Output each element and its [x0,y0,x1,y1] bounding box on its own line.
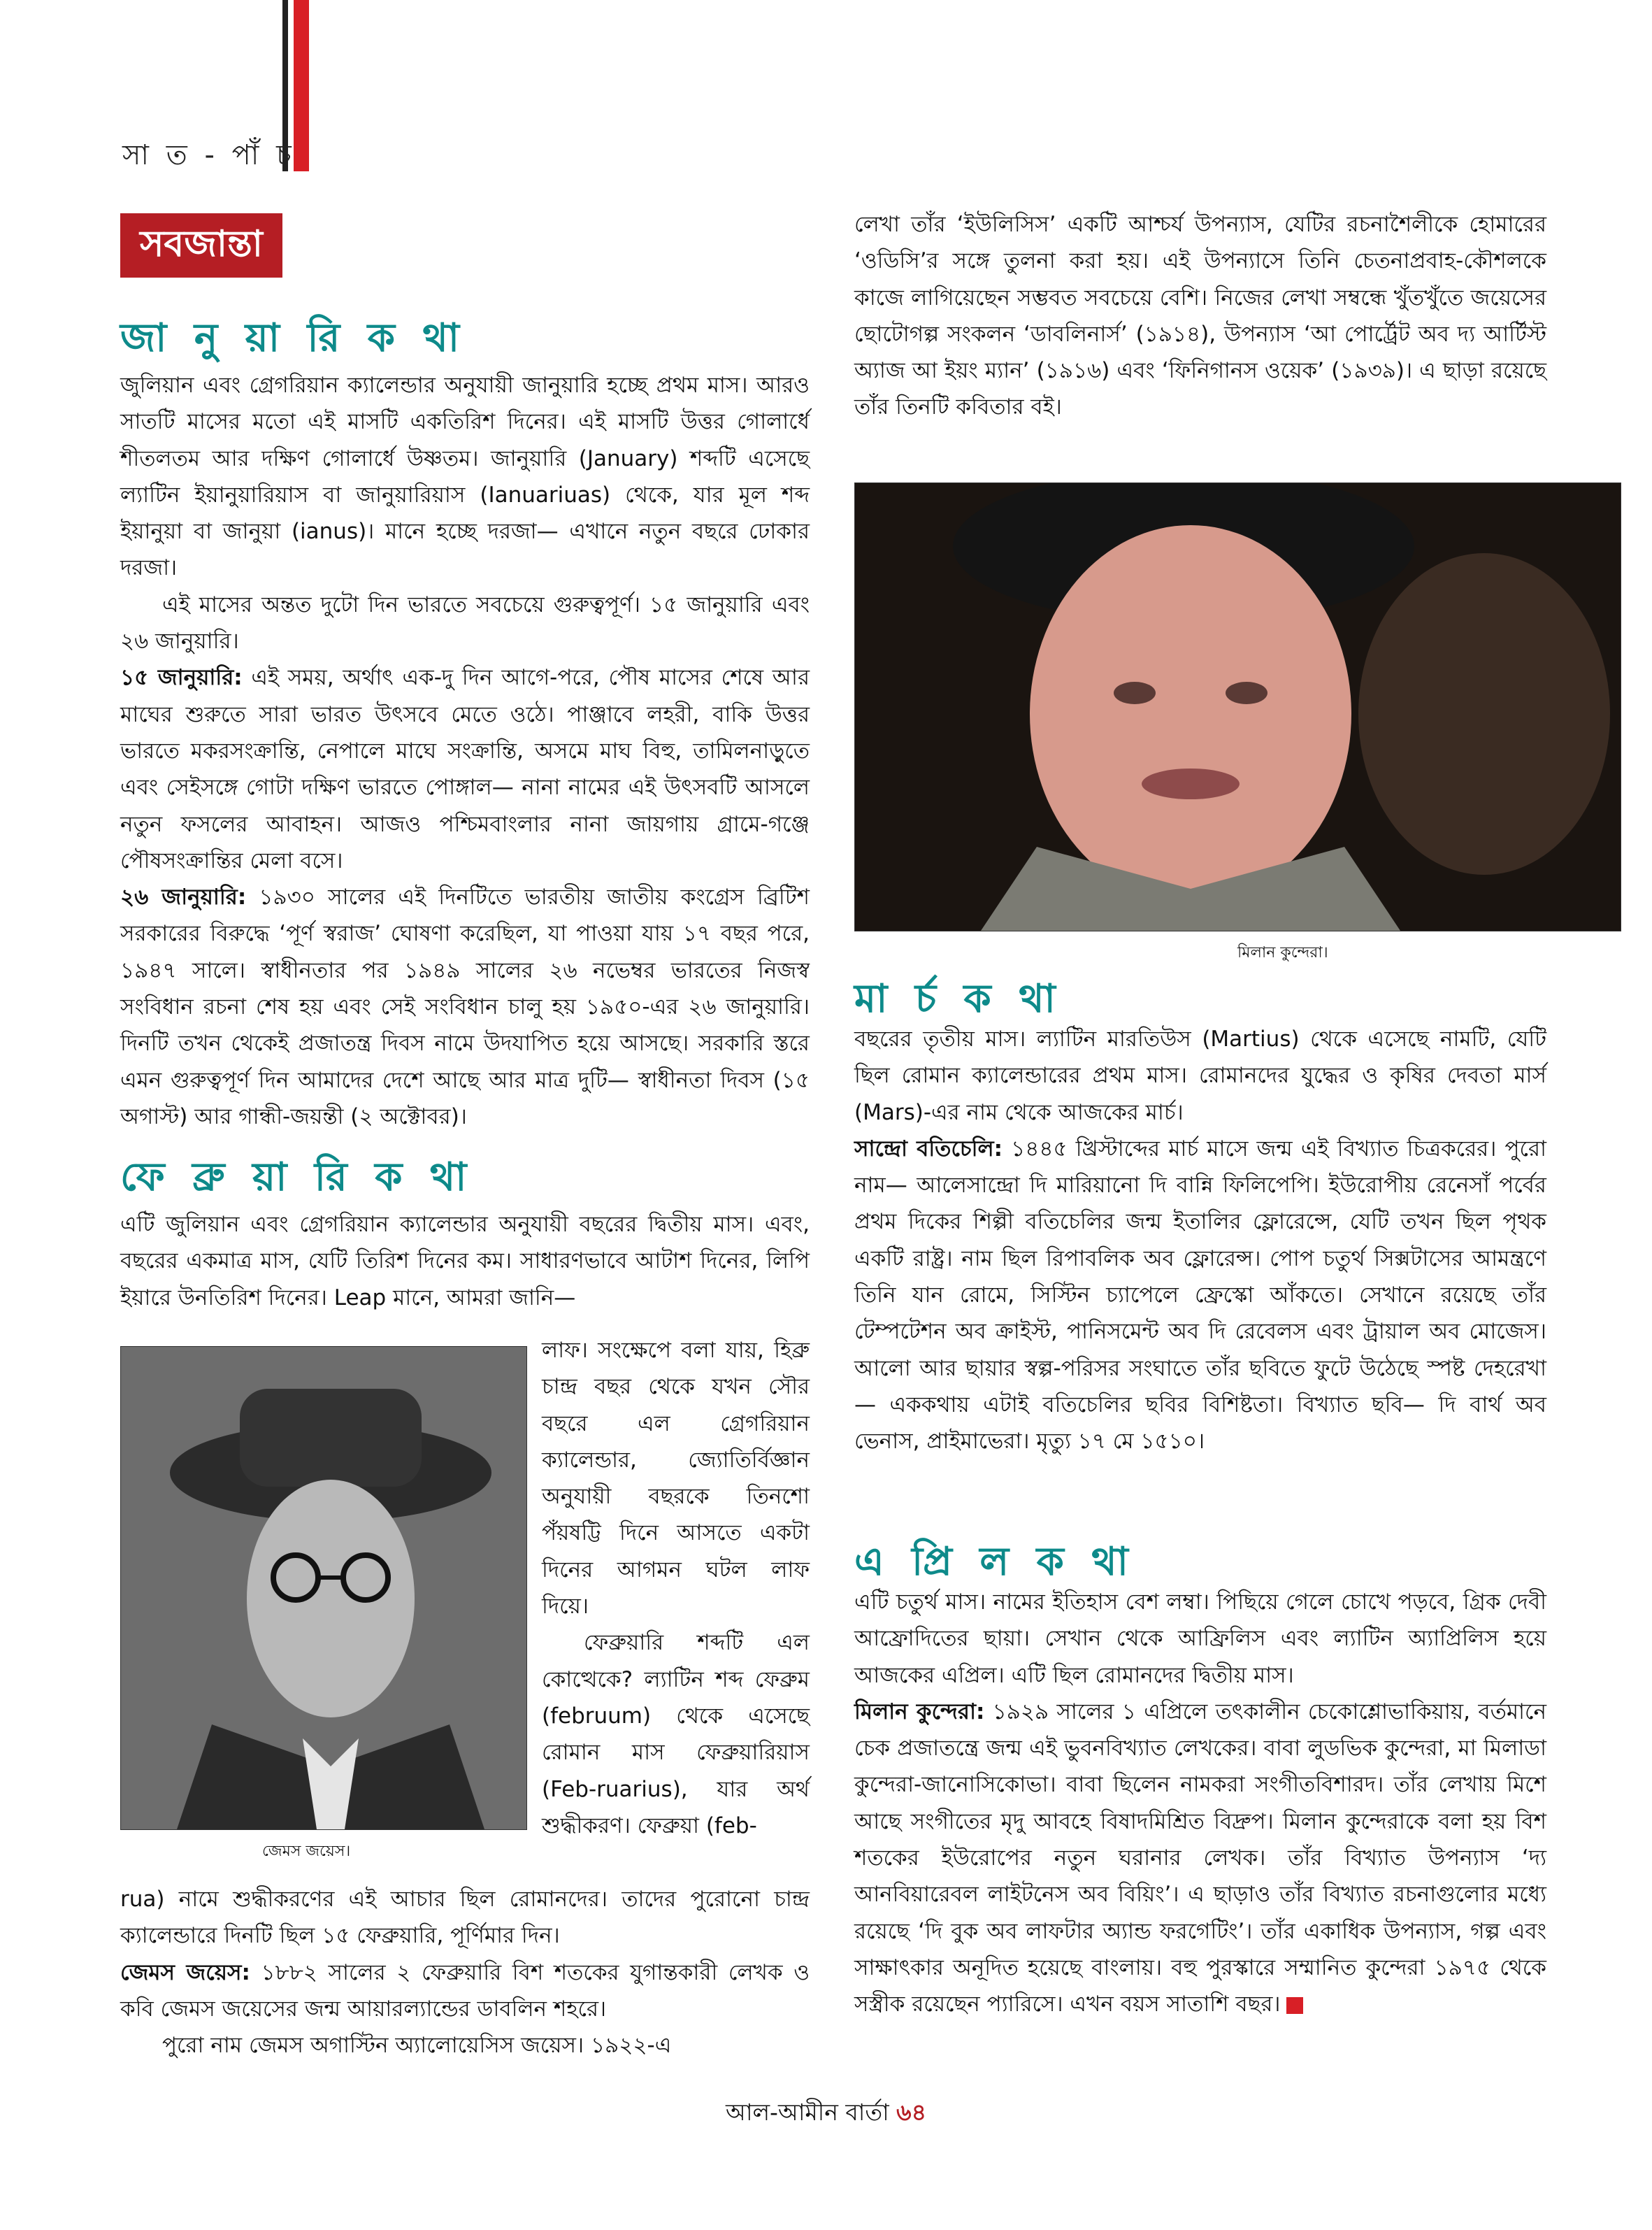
march-para-2 [854,1131,1546,1460]
portrait-placeholder-icon [855,483,1621,931]
end-mark-icon [1286,1997,1303,2014]
portrait-placeholder-icon [121,1347,526,1829]
joyce-label: জেমস জয়েস: [120,1959,250,1985]
jan15-text: এই সময়, অর্থাৎ এক-দু দিন আগে-পরে, পৌষ মাসের শেষে আর মাঘের শুরুতে সারা ভারত উৎসবে মেতে ওঠে। পাঞ্জাবে লহরী, বাকি উত্তর ভারতে মকরসংক্রান্তি, নেপালে মাঘে সংক্রান্তি, অসমে মাঘ বিহু, তামিলনাড়ুতে এবং সেইসঙ্গে গোটা দক্ষিণ ভারতে পোঙ্গাল— নানা নামের এই উৎসবটি আসলে নতুন ফসলের আবাহন। আজও পশ্চিমবাংলার নানা জায়গায় গ্রামে-গঞ্জে পৌষসংক্রান্তির মেলা বসে। [120,665,810,873]
joyce-photo-caption: জেমস জয়েস। [262,1843,351,1860]
james-joyce-photo [120,1346,527,1830]
february-para-1: এটি জুলিয়ান এবং গ্রেগরিয়ান ক্যালেন্ডার অনুযায়ী বছরের দ্বিতীয় মাস। এবং, বছরের একমাত্র মাস, যেটি তিরিশ দিনের কম। সাধারণভাবে আটাশ দিনের, লিপি ইয়ারে উনতিরিশ দিনের। Leap মানে, আমরা জানি— [120,1212,810,1310]
jan26-label: ২৬ জানুয়ারি: [120,885,247,910]
jan26-text: ১৯৩০ সালের এই দিনটিতে ভারতীয় জাতীয় কংগ্রেস ব্রিটিশ সরকারের বিরুদ্ধে ‘পূর্ণ স্বরাজ’ ঘোষণা করেছিল, যা পাওয়া যায় ১৭ বছর পরে, ১৯৪৭ সালে। স্বাধীনতার পর ১৯৪৯ সালের ২৬ নভেম্বর ভারতের নিজস্ব সংবিধান রচনা শেষ হয় এবং সেই সংবিধান চালু হয় ১৯৫০-এর ২৬ জানুয়ারি। দিনটি তখন থেকেই প্রজাতন্ত্র দিবস নামে উদযাপিত হয়ে আসছে। সরকারি স্তরে এমন গুরুত্বপূর্ণ দিন আমাদের দেশে আছে আর মাত্র দুটি— স্বাধীনতা দিবস (১৫ অগাস্ট) আর গান্ধী-জয়ন্তী (২ অক্টোবর)। [120,885,810,1129]
march-body [854,1021,1546,1460]
botticelli-text: ১৪৪৫ খ্রিস্টাব্দের মার্চ মাসে জন্ম এই বিখ্যাত চিত্রকরের। পুরো নাম— আলেসান্দ্রো দি মারিয়ানো দি বান্নি ফিলিপেপি। ইউরোপীয় রেনেসাঁ পর্বের প্রথম দিকের শিল্পী বতিচেলির জন্ম ইতালির ফ্লোরেন্সে, যেটি তখন ছিল পৃথক একটি রাষ্ট্র। নাম ছিল রিপাবলিক অব ফ্লোরেন্স। পোপ চতুর্থ সিক্সটাসের আমন্ত্রণে তিনি যান রোমে, সিস্টিন চ্যাপেলে ফ্রেস্কো আঁকতে। সেখানে রয়েছে তাঁর টেম্পটেশন অব ক্রাইস্ট, পানিসমেন্ট অব দি রেবেলস এবং ট্রায়াল অব মোজেস। আলো আর ছায়ার স্বল্প-পরিসর সংঘাতে তাঁর ছবিতে ফুটে উঠেছে স্পষ্ট দেহরেখা— এককথায় এটাই বতিচেলির ছবির বিশিষ্টতা। বিখ্যাত ছবি— দি বার্থ অব ভেনাস, প্রাইমাভেরা। মৃত্যু ১৭ মে ১৫১০। [854,1136,1546,1454]
january-heading: জা নু য়া রি ক থা [120,315,466,361]
kundera-photo-caption: মিলান কুন্দেরা। [1237,944,1328,962]
magazine-name: আল-আমীন বার্তা [725,2099,889,2126]
january-para-1: জুলিয়ান এবং গ্রেগরিয়ান ক্যালেন্ডার অনুযায়ী জানুয়ারি হচ্ছে প্রথম মাস। আরও সাতটি মাসের মতো এই মাসটি একতিরিশ দিনের। এই মাসটি উত্তর গোলার্ধে শীতলতম আর দক্ষিণ গোলার্ধে উষ্ণতম। জানুয়ারি (January) শব্দটি এসেছে ল্যাটিন ইয়ানুয়ারিয়াস বা জানুয়ারিয়াস (Ianuariuas) থেকে, যার মূল শব্দ ইয়ানুয়া বা জানুয়া (ianus)। মানে হচ্ছে দরজা— এখানে নতুন বছরে ঢোকার দরজা। [120,373,810,581]
february-side-para-2: ফেব্রুয়ারি শব্দটি এল কোত্থেকে? ল্যাটিন শব্দ ফেব্রুম (februum) থেকে এসেছে রোমান মাস ফেব্রুয়ারিয়াস (Feb-ruarius), যার অর্থ শুদ্ধীকরণ। ফেব্রুয়া (feb- [542,1630,810,1838]
february-para-2: rua) নামে শুদ্ধীকরণের এই আচার ছিল রোমানদের। তাদের পুরোনো চান্দ্র ক্যালেন্ডারে দিনটি ছিল ১৫ ফেব্রুয়ারি, পূর্ণিমার দিন। [120,1887,810,1949]
column-badge: সবজান্তা [120,213,282,278]
february-para-4: পুরো নাম জেমস অগাস্টিন অ্যালোয়েসিস জয়েস। ১৯২২-এ [162,2033,672,2059]
march-para-1: বছরের তৃতীয় মাস। ল্যাটিন মারতিউস (Martius) থেকে এসেছে নামটি, যেটি ছিল রোমান ক্যালেন্ডারের প্রথম মাস। রোমানদের যুদ্ধের ও কৃষির দেবতা মার্স (Mars)-এর নাম থেকে আজকের মার্চ। [854,1027,1546,1125]
february-bottom [120,1881,810,2064]
march-heading: মা র্চ ক থা [854,976,1063,1022]
header-red-bar [294,0,309,171]
february-side-text [542,1332,810,1844]
february-para-3 [120,1954,810,2028]
april-heading: এ প্রি ল ক থা [854,1539,1135,1585]
january-body [120,367,810,1135]
april-para-1: এটি চতুর্থ মাস। নামের ইতিহাস বেশ লম্বা। পিছিয়ে গেলে চোখে পড়বে, গ্রিক দেবী আফ্রোদিতের ছায়া। সেখান থেকে আফ্রিলিস এবং ল্যাটিন অ্যাপ্রিলিস হয়ে আজকের এপ্রিল। এটি ছিল রোমানদের দ্বিতীয় মাস। [854,1589,1546,1688]
april-body [854,1584,1546,2023]
joyce-text: ১৮৮২ সালের ২ ফেব্রুয়ারি বিশ শতকের যুগান্তকারী লেখক ও কবি জেমস জয়েসের জন্ম আয়ারল্যান্ডের ডাবলিন শহরে। [120,1959,810,2022]
milan-kundera-photo [854,483,1621,931]
joyce-continued: লেখা তাঁর ‘ইউলিসিস’ একটি আশ্চর্য উপন্যাস, যেটির রচনাশৈলীকে হোমারের ‘ওডিসি’র সঙ্গে তুলনা করা হয়। এই উপন্যাসে তিনি চেতনাপ্রবাহ-কৌশলকে কাজে লাগিয়েছেন সম্ভবত সবচেয়ে বেশি। নিজের লেখা সম্বন্ধে খুঁতখুঁতে জয়েসের ছোটোগল্প সংকলন ‘ডাবলিনার্স’ (১৯১৪), উপন্যাস ‘আ পোর্ট্রেট অব দ্য আর্টিস্ট অ্যাজ আ ইয়ং ম্যান’ (১৯১৬) এবং ‘ফিনিগানস ওয়েক’ (১৯৩৯)। এ ছাড়া রয়েছে তাঁর তিনটি কবিতার বই। [854,212,1546,420]
page-number: ৬৪ [896,2099,927,2126]
section-label: সা ত - পাঁ চ [122,139,296,171]
january-para-3 [120,659,810,879]
kundera-label: মিলান কুন্দেরা: [854,1699,985,1724]
february-heading: ফে ব্রু য়া রি ক থা [120,1155,474,1200]
april-para-2 [854,1694,1546,2023]
jan15-label: ১৫ জানুয়ারি: [120,665,243,691]
january-para-4 [120,879,810,1135]
kundera-text: ১৯২৯ সালের ১ এপ্রিলে তৎকালীন চেকোশ্লোভাকিয়ায়, বর্তমানে চেক প্রজাতন্ত্রে জন্ম এই ভুবনবিখ্যাত লেখকের। বাবা লুডভিক কুন্দেরা, মা মিলাডা কুন্দেরা-জানোসিকোভা। বাবা ছিলেন নামকরা সংগীতবিশারদ। তাঁর লেখায় মিশে আছে সংগীতের মৃদু আবহে বিষাদমিশ্রিত বিদ্রুপ। মিলান কুন্দেরাকে বলা হয় বিশ শতকের ইউরোপের নতুন ঘরানার লেখক। তাঁর বিখ্যাত উপন্যাস ‘দ্য আনবিয়ারেবল লাইটনেস অব বিয়িং’। এ ছাড়াও তাঁর বিখ্যাত রচনাগুলোর মধ্যে রয়েছে ‘দি বুক অব লাফটার অ্যান্ড ফরগেটিং’। তাঁর একাধিক উপন্যাস, গল্প এবং সাক্ষাৎকার অনূদিত হয়েছে বাংলায়। বহু পুরস্কারে সম্মানিত কুন্দেরা ১৯৭৫ থেকে সস্ত্রীক রয়েছেন প্যারিসে। এখন বয়স সাতাশি বছর। [854,1699,1546,2017]
february-side-para-1: লাফ। সংক্ষেপে বলা যায়, হিব্রু চান্দ্র বছর থেকে যখন সৌর বছরে এল গ্রেগরিয়ান ক্যালেন্ডার, জ্যোতির্বিজ্ঞান অনুযায়ী বছরকে তিনশো পঁয়ষট্টি দিনে আসতে একটা দিনের আগমন ঘটল লাফ দিয়ে। [542,1338,810,1620]
botticelli-label: সান্দ্রো বতিচেলি: [854,1136,1003,1162]
january-para-2: এই মাসের অন্তত দুটো দিন ভারতে সবচেয়ে গুরুত্বপূর্ণ। ১৫ জানুয়ারি এবং ২৬ জানুয়ারি। [120,592,810,655]
page-footer [0,2094,1652,2133]
